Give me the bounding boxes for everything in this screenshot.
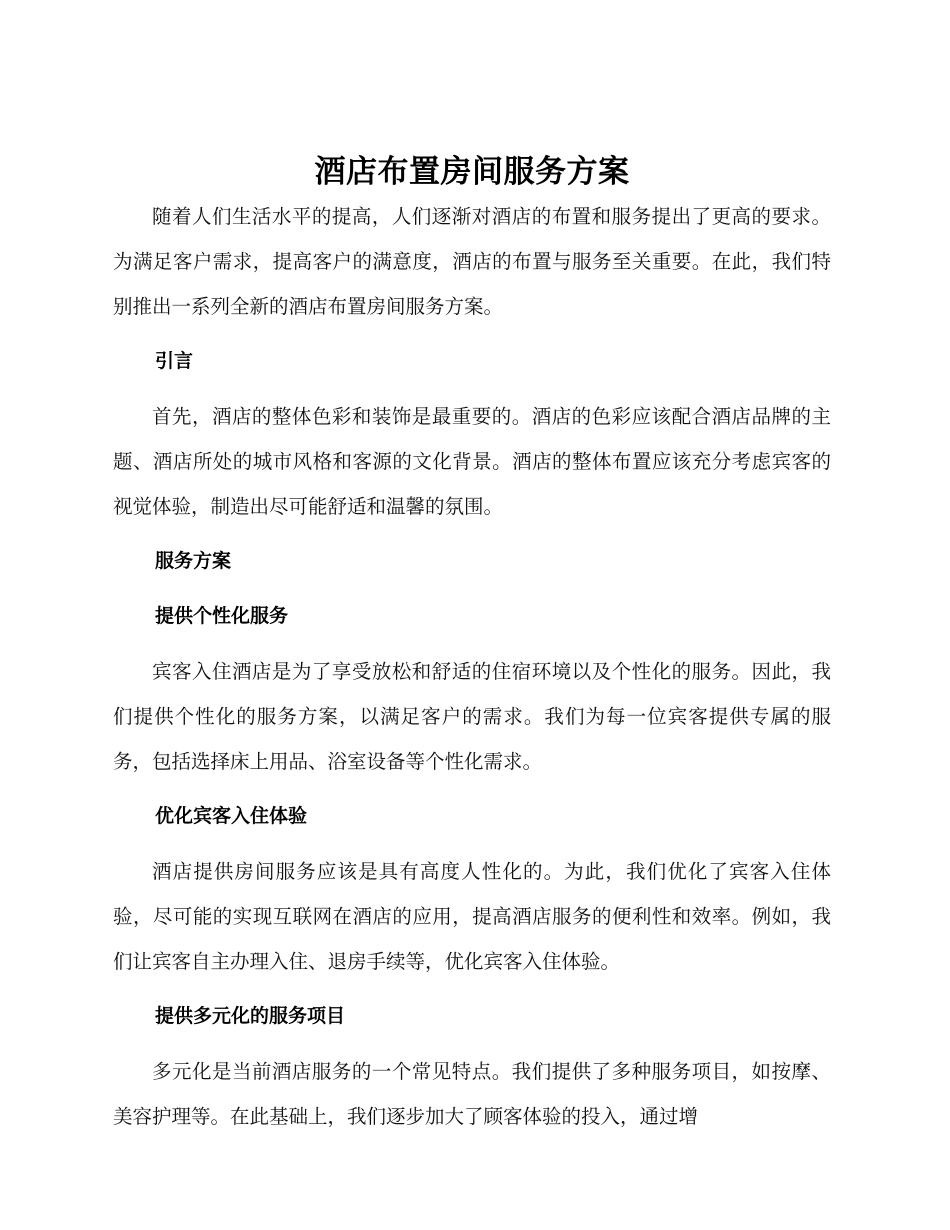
document-title: 酒店布置房间服务方案: [314, 154, 630, 190]
spacer: [113, 529, 831, 539]
spacer: [113, 584, 831, 594]
subheading-diversified-services: 提供多元化的服务项目: [155, 1005, 346, 1027]
spacer: [113, 984, 831, 994]
intro-paragraph: 随着人们生活水平的提高，人们逐渐对酒店的布置和服务提出了更高的要求。为满足客户需求，提高客户的满意度，酒店的布置与服务至关重要。在此，我们特别推出一系列全新的酒店布置房间服务方案。: [113, 205, 831, 318]
spacer: [113, 1039, 831, 1049]
check-in-experience-paragraph: 酒店提供房间服务应该是具有高度人性化的。为此，我们优化了宾客入住体验，尽可能的实现互联网在酒店的应用，提高酒店服务的便利性和效率。例如，我们让宾客自主办理入住、退房手续等，优化宾客入住体验。: [113, 860, 831, 973]
subheading-check-in-experience: 优化宾客入住体验: [155, 805, 308, 827]
document-page: [113, 150, 831, 1139]
diversified-services-paragraph: 多元化是当前酒店服务的一个常见特点。我们提供了多种服务项目，如按摩、美容护理等。在此基础上，我们逐步加大了顾客体验的投入，通过增: [113, 1060, 831, 1128]
section-heading-service-plan: 服务方案: [155, 550, 232, 572]
spacer: [113, 384, 831, 394]
personalized-service-paragraph: 宾客入住酒店是为了享受放松和舒适的住宿环境以及个性化的服务。因此，我们提供个性化的服务方案，以满足客户的需求。我们为每一位宾客提供专属的服务，包括选择床上用品、浴室设备等个性化需求。: [113, 660, 831, 773]
section-heading-introduction: 引言: [155, 350, 194, 372]
spacer: [113, 784, 831, 794]
spacer: [113, 639, 831, 649]
color-decoration-paragraph: 首先，酒店的整体色彩和装饰是最重要的。酒店的色彩应该配合酒店品牌的主题、酒店所处的城市风格和客源的文化背景。酒店的整体布置应该充分考虑宾客的视觉体验，制造出尽可能舒适和温馨的氛围。: [113, 405, 831, 518]
spacer: [113, 839, 831, 849]
spacer: [113, 329, 831, 339]
subheading-personalized-service: 提供个性化服务: [155, 605, 289, 627]
